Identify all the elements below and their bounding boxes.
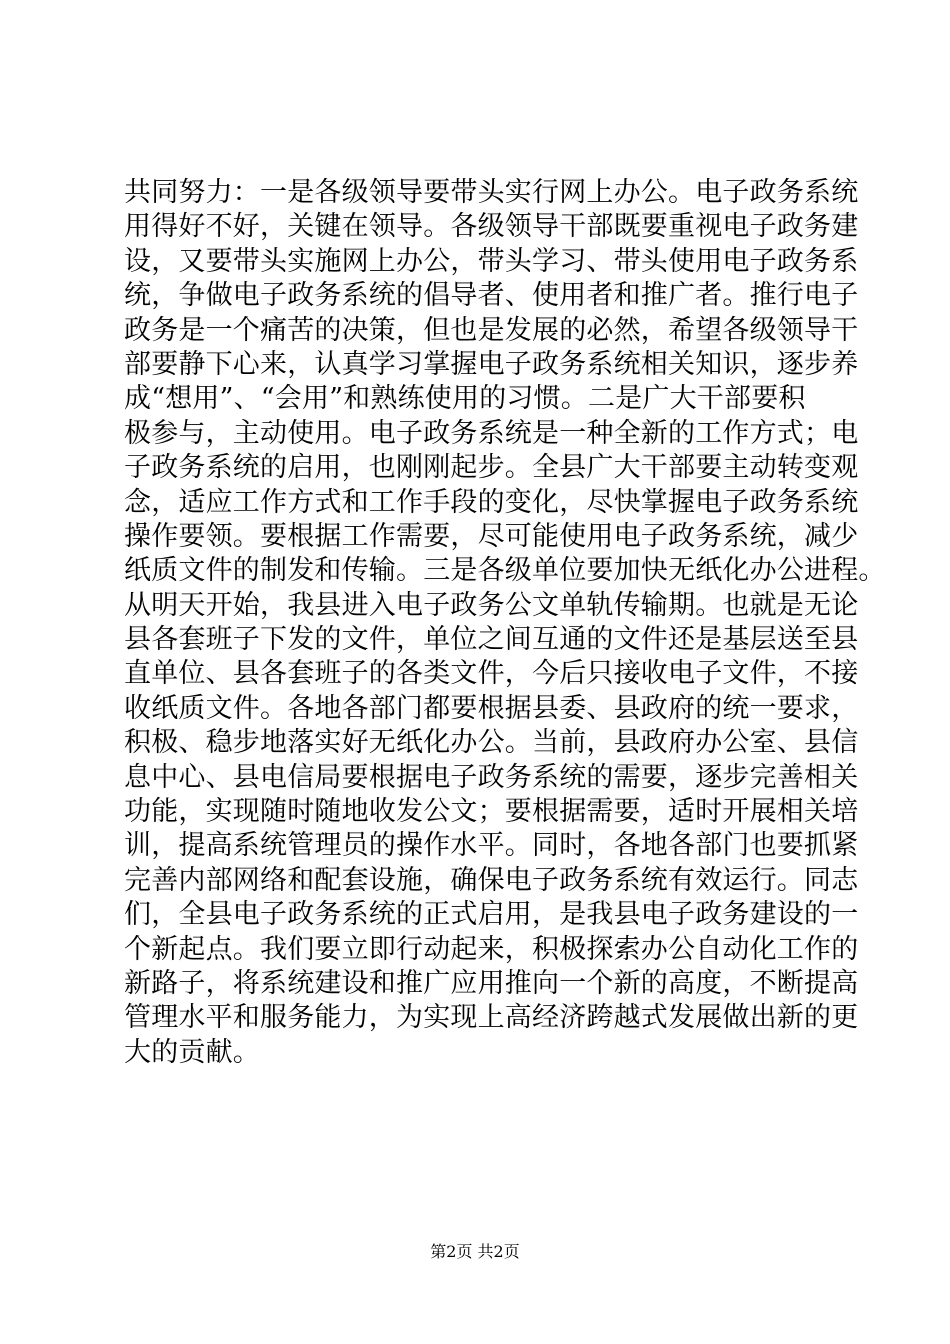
text-line: 县各套班子下发的文件，单位之间互通的文件还是基层送至县 <box>124 624 859 656</box>
text-line: 直单位、县各套班子的各类文件，今后只接收电子文件，不接 <box>124 658 859 690</box>
text-line: 功能，实现随时随地收发公文；要根据需要，适时开展相关培 <box>124 796 859 828</box>
text-line: 政务是一个痛苦的决策，但也是发展的必然，希望各级领导干 <box>124 314 859 346</box>
text-line: 管理水平和服务能力，为实现上高经济跨越式发展做出新的更 <box>124 1002 859 1034</box>
body-paragraph <box>124 176 886 1070</box>
text-line: 们，全县电子政务系统的正式启用，是我县电子政务建设的一 <box>124 899 859 931</box>
text-line: 念，适应工作方式和工作手段的变化，尽快掌握电子政务系统 <box>124 486 859 518</box>
text-line: 成“想用”、“会用”和熟练使用的习惯。二是广大干部要积 <box>124 383 806 415</box>
text-line: 设，又要带头实施网上办公，带头学习、带头使用电子政务系 <box>124 245 859 277</box>
text-line: 个新起点。我们要立即行动起来，积极探索办公自动化工作的 <box>124 933 859 965</box>
text-line: 完善内部网络和配套设施，确保电子政务系统有效运行。同志 <box>124 864 859 896</box>
text-line: 用得好不好，关键在领导。各级领导干部既要重视电子政务建 <box>124 211 859 243</box>
page-footer: 第2页 共2页 <box>430 1242 520 1261</box>
text-line: 操作要领。要根据工作需要，尽可能使用电子政务系统，减少 <box>124 520 859 552</box>
text-line: 子政务系统的启用，也刚刚起步。全县广大干部要主动转变观 <box>124 452 859 484</box>
text-line: 极参与，主动使用。电子政务系统是一种全新的工作方式；电 <box>124 417 859 449</box>
text-line: 大的贡献。 <box>124 1036 260 1068</box>
text-line: 积极、稳步地落实好无纸化办公。当前，县政府办公室、县信 <box>124 727 859 759</box>
text-line: 共同努力：一是各级领导要带头实行网上办公。电子政务系统 <box>124 177 859 208</box>
text-line: 纸质文件的制发和传输。三是各级单位要加快无纸化办公进程。 <box>124 555 886 587</box>
text-line: 新路子，将系统建设和推广应用推向一个新的高度，不断提高 <box>124 967 859 999</box>
text-line: 息中心、县电信局要根据电子政务系统的需要，逐步完善相关 <box>124 761 859 793</box>
text-line: 统，争做电子政务系统的倡导者、使用者和推广者。推行电子 <box>124 280 859 312</box>
text-line: 部要静下心来，认真学习掌握电子政务系统相关知识，逐步养 <box>124 348 859 380</box>
text-line: 从明天开始，我县进入电子政务公文单轨传输期。也就是无论 <box>124 589 859 621</box>
text-line: 训，提高系统管理员的操作水平。同时，各地各部门也要抓紧 <box>124 830 859 862</box>
text-line: 收纸质文件。各地各部门都要根据县委、县政府的统一要求， <box>124 692 859 724</box>
